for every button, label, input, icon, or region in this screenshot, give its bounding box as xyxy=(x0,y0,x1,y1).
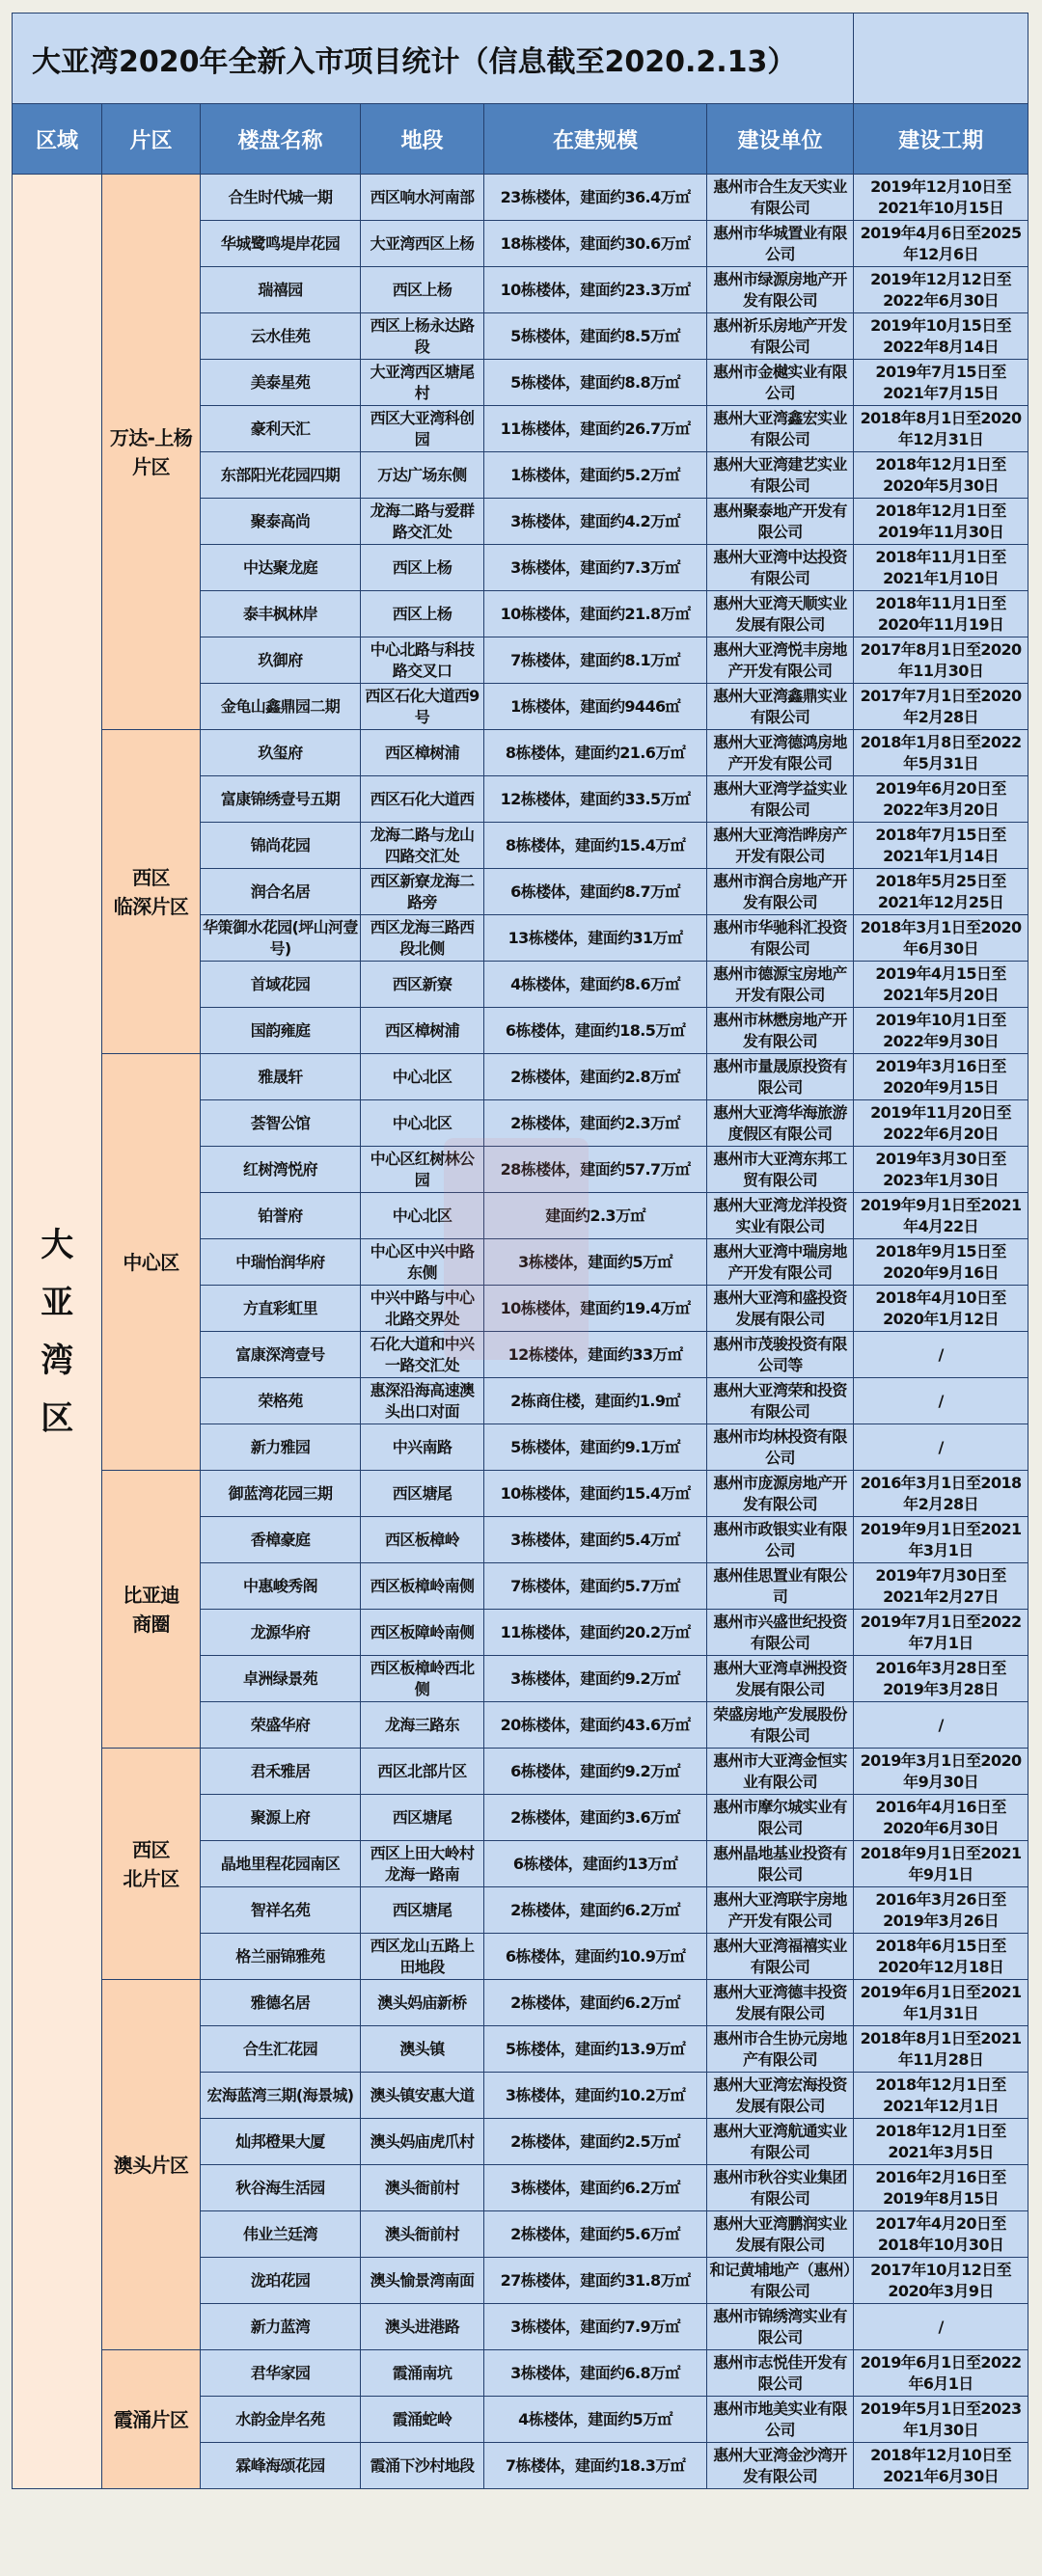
project-name-cell: 聚泰高尚 xyxy=(201,499,361,545)
developer-cell: 惠州大亚湾鹏润实业发展有限公司 xyxy=(707,2211,854,2258)
project-name-cell: 秋谷海生活园 xyxy=(201,2165,361,2211)
location-cell: 西区响水河南部 xyxy=(361,175,484,221)
developer-cell: 惠州大亚湾浩晔房产开发有限公司 xyxy=(707,823,854,869)
scale-cell: 13栋楼体，建面约31万㎡ xyxy=(484,915,707,962)
zone-cell: 西区 北片区 xyxy=(102,1749,201,1980)
location-cell: 中心区红树林公园 xyxy=(361,1147,484,1193)
developer-cell: 惠州大亚湾华海旅游度假区有限公司 xyxy=(707,1100,854,1147)
scale-cell: 10栋楼体，建面约15.4万㎡ xyxy=(484,1471,707,1517)
scale-cell: 3栋楼体，建面约7.3万㎡ xyxy=(484,545,707,591)
period-cell: 2019年11月20日至2022年6月20日 xyxy=(854,1100,1028,1147)
project-name-cell: 荣盛华府 xyxy=(201,1702,361,1749)
location-cell: 澳头衙前村 xyxy=(361,2165,484,2211)
table-title: 大亚湾2020年全新入市项目统计（信息截至2020.2.13） xyxy=(13,14,854,104)
project-name-cell: 合生时代城一期 xyxy=(201,175,361,221)
project-name-cell: 东部阳光花园四期 xyxy=(201,452,361,499)
scale-cell: 10栋楼体，建面约19.4万㎡ xyxy=(484,1286,707,1332)
header-location: 地段 xyxy=(361,104,484,175)
developer-cell: 惠州市合生友天实业有限公司 xyxy=(707,175,854,221)
developer-cell: 惠州大亚湾宏海投资发展有限公司 xyxy=(707,2073,854,2119)
project-name-cell: 国韵雍庭 xyxy=(201,1008,361,1054)
developer-cell: 和记黄埔地产（惠州）有限公司 xyxy=(707,2258,854,2304)
table-row xyxy=(13,175,1028,221)
project-name-cell: 中瑞怡润华府 xyxy=(201,1239,361,1286)
title-side-cell xyxy=(854,14,1028,104)
project-name-cell: 锦尚花园 xyxy=(201,823,361,869)
developer-cell: 惠州市润合房地产开发有限公司 xyxy=(707,869,854,915)
header-zone: 片区 xyxy=(102,104,201,175)
project-name-cell: 雅德名居 xyxy=(201,1980,361,2026)
period-cell: 2018年6月15日至2020年12月18日 xyxy=(854,1934,1028,1980)
developer-cell: 惠州大亚湾鑫鼎实业有限公司 xyxy=(707,684,854,730)
location-cell: 龙海二路与爱群路交汇处 xyxy=(361,499,484,545)
scale-cell: 18栋楼体，建面约30.6万㎡ xyxy=(484,221,707,267)
scale-cell: 5栋楼体，建面约8.8万㎡ xyxy=(484,360,707,406)
developer-cell: 惠州市华城置业有限公司 xyxy=(707,221,854,267)
scale-cell: 3栋楼体，建面约6.8万㎡ xyxy=(484,2350,707,2397)
period-cell: 2018年3月1日至2020年6月30日 xyxy=(854,915,1028,962)
table-row xyxy=(13,730,1028,776)
scale-cell: 3栋楼体，建面约4.2万㎡ xyxy=(484,499,707,545)
project-name-cell: 灿邦橙果大厦 xyxy=(201,2119,361,2165)
developer-cell: 惠州市茂骏投资有限公司等 xyxy=(707,1332,854,1378)
developer-cell: 惠州大亚湾福禧实业有限公司 xyxy=(707,1934,854,1980)
scale-cell: 8栋楼体，建面约15.4万㎡ xyxy=(484,823,707,869)
zone-cell: 霞涌片区 xyxy=(102,2350,201,2489)
scale-cell: 6栋楼体，建面约9.2万㎡ xyxy=(484,1749,707,1795)
location-cell: 霞涌南坑 xyxy=(361,2350,484,2397)
developer-cell: 惠州市摩尔城实业有限公司 xyxy=(707,1795,854,1841)
project-name-cell: 泰丰枫林岸 xyxy=(201,591,361,637)
developer-cell: 惠州市德源宝房地产开发有限公司 xyxy=(707,962,854,1008)
scale-cell: 23栋楼体，建面约36.4万㎡ xyxy=(484,175,707,221)
period-cell: 2019年3月16日至2020年9月15日 xyxy=(854,1054,1028,1100)
location-cell: 西区北部片区 xyxy=(361,1749,484,1795)
scale-cell: 6栋楼体，建面约10.9万㎡ xyxy=(484,1934,707,1980)
developer-cell: 惠州市志悦佳开发有限公司 xyxy=(707,2350,854,2397)
period-cell: 2018年8月1日至2020年12月31日 xyxy=(854,406,1028,452)
project-name-cell: 君华家园 xyxy=(201,2350,361,2397)
location-cell: 中心北区 xyxy=(361,1193,484,1239)
developer-cell: 惠州市大亚湾东邦工贸有限公司 xyxy=(707,1147,854,1193)
table-row xyxy=(13,1054,1028,1100)
header-period: 建设工期 xyxy=(854,104,1028,175)
project-name-cell: 霖峰海颂花园 xyxy=(201,2443,361,2489)
project-name-cell: 聚源上府 xyxy=(201,1795,361,1841)
developer-cell: 惠州大亚湾建艺实业有限公司 xyxy=(707,452,854,499)
project-name-cell: 晶地里程花园南区 xyxy=(201,1841,361,1887)
project-name-cell: 豪利天汇 xyxy=(201,406,361,452)
project-table xyxy=(12,13,1028,2489)
developer-cell: 惠州大亚湾联宇房地产开发有限公司 xyxy=(707,1887,854,1934)
location-cell: 西区上田大岭村龙海一路南 xyxy=(361,1841,484,1887)
location-cell: 大亚湾西区上杨 xyxy=(361,221,484,267)
scale-cell: 2栋商住楼，建面约1.9㎡ xyxy=(484,1378,707,1424)
scale-cell: 2栋楼体，建面约6.2万㎡ xyxy=(484,1980,707,2026)
project-name-cell: 香樟豪庭 xyxy=(201,1517,361,1563)
period-cell: / xyxy=(854,2304,1028,2350)
location-cell: 西区樟树浦 xyxy=(361,730,484,776)
developer-cell: 惠州大亚湾学益实业有限公司 xyxy=(707,776,854,823)
developer-cell: 惠州晶地基业投资有限公司 xyxy=(707,1841,854,1887)
scale-cell: 5栋楼体，建面约8.5万㎡ xyxy=(484,313,707,360)
location-cell: 中心北区 xyxy=(361,1054,484,1100)
scale-cell: 7栋楼体，建面约18.3万㎡ xyxy=(484,2443,707,2489)
location-cell: 中兴南路 xyxy=(361,1424,484,1471)
period-cell: 2016年4月16日至2020年6月30日 xyxy=(854,1795,1028,1841)
location-cell: 中兴中路与中心北路交界处 xyxy=(361,1286,484,1332)
location-cell: 澳头进港路 xyxy=(361,2304,484,2350)
developer-cell: 惠州市林懋房地产开发有限公司 xyxy=(707,1008,854,1054)
project-name-cell: 泷珀花园 xyxy=(201,2258,361,2304)
period-cell: 2019年12月12日至2022年6月30日 xyxy=(854,267,1028,313)
scale-cell: 6栋楼体，建面约13万㎡ xyxy=(484,1841,707,1887)
scale-cell: 3栋楼体，建面约10.2万㎡ xyxy=(484,2073,707,2119)
location-cell: 大亚湾西区塘尾村 xyxy=(361,360,484,406)
period-cell: 2019年6月1日至2022年6月1日 xyxy=(854,2350,1028,2397)
developer-cell: 惠州市地美实业有限公司 xyxy=(707,2397,854,2443)
location-cell: 西区板樟岭南侧 xyxy=(361,1563,484,1610)
scale-cell: 1栋楼体，建面约5.2万㎡ xyxy=(484,452,707,499)
location-cell: 西区新寮 xyxy=(361,962,484,1008)
developer-cell: 惠州大亚湾德丰投资发展有限公司 xyxy=(707,1980,854,2026)
project-name-cell: 龙源华府 xyxy=(201,1610,361,1656)
scale-cell: 8栋楼体，建面约21.6万㎡ xyxy=(484,730,707,776)
scale-cell: 2栋楼体，建面约5.6万㎡ xyxy=(484,2211,707,2258)
header-project-name: 楼盘名称 xyxy=(201,104,361,175)
table-row xyxy=(13,1471,1028,1517)
developer-cell: 惠州大亚湾和盛投资发展有限公司 xyxy=(707,1286,854,1332)
table-row xyxy=(13,1980,1028,2026)
period-cell: 2017年10月12日至2020年3月9日 xyxy=(854,2258,1028,2304)
project-name-cell: 富康锦绣壹号五期 xyxy=(201,776,361,823)
scale-cell: 2栋楼体，建面约6.2万㎡ xyxy=(484,1887,707,1934)
location-cell: 龙海三路东 xyxy=(361,1702,484,1749)
table-row xyxy=(13,1749,1028,1795)
period-cell: 2016年3月26日至2019年3月26日 xyxy=(854,1887,1028,1934)
zone-cell: 澳头片区 xyxy=(102,1980,201,2350)
scale-cell: 28栋楼体，建面约57.7万㎡ xyxy=(484,1147,707,1193)
developer-cell: 惠州佳思置业有限公司 xyxy=(707,1563,854,1610)
project-name-cell: 玖玺府 xyxy=(201,730,361,776)
location-cell: 惠深沿海高速澳头出口对面 xyxy=(361,1378,484,1424)
period-cell: 2019年3月1日至2020年9月30日 xyxy=(854,1749,1028,1795)
scale-cell: 2栋楼体，建面约3.6万㎡ xyxy=(484,1795,707,1841)
location-cell: 西区上杨 xyxy=(361,545,484,591)
location-cell: 澳头妈庙虎爪村 xyxy=(361,2119,484,2165)
developer-cell: 惠州大亚湾悦丰房地产开发有限公司 xyxy=(707,637,854,684)
developer-cell: 惠州市合生协元房地产有限公司 xyxy=(707,2026,854,2073)
scale-cell: 10栋楼体，建面约23.3万㎡ xyxy=(484,267,707,313)
project-name-cell: 方直彩虹里 xyxy=(201,1286,361,1332)
project-name-cell: 润合名居 xyxy=(201,869,361,915)
developer-cell: 惠州大亚湾龙洋投资实业有限公司 xyxy=(707,1193,854,1239)
period-cell: 2018年4月10日至2020年1月12日 xyxy=(854,1286,1028,1332)
project-name-cell: 格兰丽锦雅苑 xyxy=(201,1934,361,1980)
location-cell: 中心北路与科技路交叉口 xyxy=(361,637,484,684)
location-cell: 万达广场东侧 xyxy=(361,452,484,499)
period-cell: 2018年1月8日至2022年5月31日 xyxy=(854,730,1028,776)
location-cell: 澳头衙前村 xyxy=(361,2211,484,2258)
scale-cell: 6栋楼体，建面约8.7万㎡ xyxy=(484,869,707,915)
period-cell: 2018年8月1日至2021年11月28日 xyxy=(854,2026,1028,2073)
period-cell: 2019年9月1日至2021年4月22日 xyxy=(854,1193,1028,1239)
period-cell: / xyxy=(854,1424,1028,1471)
scale-cell: 3栋楼体，建面约9.2万㎡ xyxy=(484,1656,707,1702)
header-scale: 在建规模 xyxy=(484,104,707,175)
project-name-cell: 智祥名苑 xyxy=(201,1887,361,1934)
scale-cell: 11栋楼体，建面约20.2万㎡ xyxy=(484,1610,707,1656)
developer-cell: 惠州大亚湾天顺实业发展有限公司 xyxy=(707,591,854,637)
developer-cell: 荣盛房地产发展股份有限公司 xyxy=(707,1702,854,1749)
project-name-cell: 美泰星苑 xyxy=(201,360,361,406)
project-name-cell: 铂誉府 xyxy=(201,1193,361,1239)
scale-cell: 3栋楼体，建面约5万㎡ xyxy=(484,1239,707,1286)
location-cell: 龙海二路与龙山四路交汇处 xyxy=(361,823,484,869)
developer-cell: 惠州市绿源房地产开发有限公司 xyxy=(707,267,854,313)
scale-cell: 1栋楼体，建面约9446㎡ xyxy=(484,684,707,730)
scale-cell: 10栋楼体，建面约21.8万㎡ xyxy=(484,591,707,637)
scale-cell: 6栋楼体，建面约18.5万㎡ xyxy=(484,1008,707,1054)
scale-cell: 11栋楼体，建面约26.7万㎡ xyxy=(484,406,707,452)
developer-cell: 惠州大亚湾卓洲投资发展有限公司 xyxy=(707,1656,854,1702)
project-name-cell: 华策御水花园(坪山河壹号) xyxy=(201,915,361,962)
location-cell: 澳头妈庙新桥 xyxy=(361,1980,484,2026)
location-cell: 澳头镇 xyxy=(361,2026,484,2073)
location-cell: 西区石化大道西 xyxy=(361,776,484,823)
location-cell: 石化大道和中兴一路交汇处 xyxy=(361,1332,484,1378)
scale-cell: 3栋楼体，建面约5.4万㎡ xyxy=(484,1517,707,1563)
project-name-cell: 君禾雅居 xyxy=(201,1749,361,1795)
location-cell: 中心北区 xyxy=(361,1100,484,1147)
project-name-cell: 御蓝湾花园三期 xyxy=(201,1471,361,1517)
zone-cell: 比亚迪 商圈 xyxy=(102,1471,201,1749)
scale-cell: 7栋楼体，建面约8.1万㎡ xyxy=(484,637,707,684)
scale-cell: 12栋楼体，建面约33.5万㎡ xyxy=(484,776,707,823)
period-cell: 2018年12月1日至2020年5月30日 xyxy=(854,452,1028,499)
period-cell: 2019年6月20日至2022年3月20日 xyxy=(854,776,1028,823)
project-name-cell: 新力蓝湾 xyxy=(201,2304,361,2350)
scale-cell: 5栋楼体，建面约13.9万㎡ xyxy=(484,2026,707,2073)
period-cell: 2016年3月1日至2018年2月28日 xyxy=(854,1471,1028,1517)
scale-cell: 27栋楼体，建面约31.8万㎡ xyxy=(484,2258,707,2304)
period-cell: 2019年12月10日至2021年10月15日 xyxy=(854,175,1028,221)
project-name-cell: 金龟山鑫鼎园二期 xyxy=(201,684,361,730)
developer-cell: 惠州市兴盛世纪投资有限公司 xyxy=(707,1610,854,1656)
developer-cell: 惠州市政银实业有限公司 xyxy=(707,1517,854,1563)
period-cell: 2018年12月1日至2019年11月30日 xyxy=(854,499,1028,545)
period-cell: / xyxy=(854,1702,1028,1749)
zone-cell: 中心区 xyxy=(102,1054,201,1471)
location-cell: 西区上杨永达路段 xyxy=(361,313,484,360)
scale-cell: 20栋楼体，建面约43.6万㎡ xyxy=(484,1702,707,1749)
project-name-cell: 富康深湾壹号 xyxy=(201,1332,361,1378)
region-cell: 大 亚 湾 区 xyxy=(13,175,102,2489)
zone-cell: 万达-上杨 片区 xyxy=(102,175,201,730)
project-name-cell: 玖御府 xyxy=(201,637,361,684)
project-name-cell: 雅晟轩 xyxy=(201,1054,361,1100)
period-cell: / xyxy=(854,1332,1028,1378)
scale-cell: 4栋楼体，建面约5万㎡ xyxy=(484,2397,707,2443)
period-cell: 2019年9月1日至2021年3月1日 xyxy=(854,1517,1028,1563)
developer-cell: 惠州市庞源房地产开发有限公司 xyxy=(707,1471,854,1517)
period-cell: / xyxy=(854,1378,1028,1424)
header-developer: 建设单位 xyxy=(707,104,854,175)
zone-cell: 西区 临深片区 xyxy=(102,730,201,1054)
developer-cell: 惠州大亚湾航通实业有限公司 xyxy=(707,2119,854,2165)
scale-cell: 7栋楼体，建面约5.7万㎡ xyxy=(484,1563,707,1610)
period-cell: 2018年9月1日至2021年9月1日 xyxy=(854,1841,1028,1887)
developer-cell: 惠州市量晟原投资有限公司 xyxy=(707,1054,854,1100)
location-cell: 西区塘尾 xyxy=(361,1471,484,1517)
location-cell: 西区板樟岭西北侧 xyxy=(361,1656,484,1702)
period-cell: 2017年4月20日至2018年10月30日 xyxy=(854,2211,1028,2258)
period-cell: 2018年5月25日至2021年12月25日 xyxy=(854,869,1028,915)
location-cell: 西区塘尾 xyxy=(361,1887,484,1934)
period-cell: 2018年12月1日至2021年12月1日 xyxy=(854,2073,1028,2119)
period-cell: 2017年7月1日至2020年2月28日 xyxy=(854,684,1028,730)
period-cell: 2016年2月16日至2019年8月15日 xyxy=(854,2165,1028,2211)
location-cell: 西区龙山五路上田地段 xyxy=(361,1934,484,1980)
project-name-cell: 伟业兰廷湾 xyxy=(201,2211,361,2258)
period-cell: 2019年3月30日至2023年1月30日 xyxy=(854,1147,1028,1193)
project-name-cell: 红树湾悦府 xyxy=(201,1147,361,1193)
project-name-cell: 瑞禧园 xyxy=(201,267,361,313)
location-cell: 西区上杨 xyxy=(361,267,484,313)
period-cell: 2018年12月1日至2021年3月5日 xyxy=(854,2119,1028,2165)
location-cell: 西区板樟岭 xyxy=(361,1517,484,1563)
developer-cell: 惠州大亚湾中达投资有限公司 xyxy=(707,545,854,591)
developer-cell: 惠州市大亚湾金恒实业有限公司 xyxy=(707,1749,854,1795)
developer-cell: 惠州市华驰科汇投资有限公司 xyxy=(707,915,854,962)
location-cell: 霞涌蛇岭 xyxy=(361,2397,484,2443)
project-name-cell: 卓洲绿景苑 xyxy=(201,1656,361,1702)
location-cell: 霞涌下沙村地段 xyxy=(361,2443,484,2489)
project-name-cell: 荟智公馆 xyxy=(201,1100,361,1147)
location-cell: 西区上杨 xyxy=(361,591,484,637)
project-name-cell: 荣格苑 xyxy=(201,1378,361,1424)
scale-cell: 2栋楼体，建面约2.8万㎡ xyxy=(484,1054,707,1100)
scale-cell: 5栋楼体，建面约9.1万㎡ xyxy=(484,1424,707,1471)
period-cell: 2017年8月1日至2020年11月30日 xyxy=(854,637,1028,684)
project-name-cell: 合生汇花园 xyxy=(201,2026,361,2073)
project-name-cell: 宏海蓝湾三期(海景城) xyxy=(201,2073,361,2119)
title-row xyxy=(13,14,1028,104)
period-cell: 2019年5月1日至2023年1月30日 xyxy=(854,2397,1028,2443)
developer-cell: 惠州市均林投资有限公司 xyxy=(707,1424,854,1471)
scale-cell: 建面约2.3万㎡ xyxy=(484,1193,707,1239)
developer-cell: 惠州大亚湾鑫宏实业有限公司 xyxy=(707,406,854,452)
period-cell: 2019年7月15日至2021年7月15日 xyxy=(854,360,1028,406)
location-cell: 西区板障岭南侧 xyxy=(361,1610,484,1656)
developer-cell: 惠州市锦绣湾实业有限公司 xyxy=(707,2304,854,2350)
period-cell: 2019年4月15日至2021年5月20日 xyxy=(854,962,1028,1008)
period-cell: 2019年10月15日至2022年8月14日 xyxy=(854,313,1028,360)
developer-cell: 惠州祈乐房地产开发有限公司 xyxy=(707,313,854,360)
project-name-cell: 首域花园 xyxy=(201,962,361,1008)
location-cell: 澳头镇安惠大道 xyxy=(361,2073,484,2119)
project-name-cell: 华城鹭鸣堤岸花园 xyxy=(201,221,361,267)
scale-cell: 3栋楼体，建面约6.2万㎡ xyxy=(484,2165,707,2211)
developer-cell: 惠州市金樾实业有限公司 xyxy=(707,360,854,406)
developer-cell: 惠州大亚湾中瑞房地产开发有限公司 xyxy=(707,1239,854,1286)
table-row xyxy=(13,2350,1028,2397)
developer-cell: 惠州大亚湾德鸿房地产开发有限公司 xyxy=(707,730,854,776)
location-cell: 西区龙海三路西段北侧 xyxy=(361,915,484,962)
period-cell: 2019年6月1日至2021年1月31日 xyxy=(854,1980,1028,2026)
location-cell: 中心区中兴中路东侧 xyxy=(361,1239,484,1286)
location-cell: 西区石化大道西9号 xyxy=(361,684,484,730)
project-name-cell: 云水佳苑 xyxy=(201,313,361,360)
period-cell: 2018年12月10日至2021年6月30日 xyxy=(854,2443,1028,2489)
location-cell: 西区大亚湾科创园 xyxy=(361,406,484,452)
header-region: 区域 xyxy=(13,104,102,175)
scale-cell: 12栋楼体，建面约33万㎡ xyxy=(484,1332,707,1378)
location-cell: 澳头愉景湾南面 xyxy=(361,2258,484,2304)
scale-cell: 2栋楼体，建面约2.3万㎡ xyxy=(484,1100,707,1147)
developer-cell: 惠州大亚湾荣和投资有限公司 xyxy=(707,1378,854,1424)
project-name-cell: 新力雅园 xyxy=(201,1424,361,1471)
scale-cell: 2栋楼体，建面约2.5万㎡ xyxy=(484,2119,707,2165)
scale-cell: 3栋楼体，建面约7.9万㎡ xyxy=(484,2304,707,2350)
developer-cell: 惠州市秋谷实业集团有限公司 xyxy=(707,2165,854,2211)
period-cell: 2018年11月1日至2021年1月10日 xyxy=(854,545,1028,591)
developer-cell: 惠州大亚湾金沙湾开发有限公司 xyxy=(707,2443,854,2489)
project-name-cell: 水韵金岸名苑 xyxy=(201,2397,361,2443)
developer-cell: 惠州聚泰地产开发有限公司 xyxy=(707,499,854,545)
scale-cell: 4栋楼体，建面约8.6万㎡ xyxy=(484,962,707,1008)
period-cell: 2018年7月15日至2021年1月14日 xyxy=(854,823,1028,869)
project-name-cell: 中达聚龙庭 xyxy=(201,545,361,591)
period-cell: 2018年11月1日至2020年11月19日 xyxy=(854,591,1028,637)
location-cell: 西区樟树浦 xyxy=(361,1008,484,1054)
period-cell: 2019年4月6日至2025年12月6日 xyxy=(854,221,1028,267)
period-cell: 2019年7月30日至2021年2月27日 xyxy=(854,1563,1028,1610)
period-cell: 2019年10月1日至2022年9月30日 xyxy=(854,1008,1028,1054)
location-cell: 西区新寮龙海二路旁 xyxy=(361,869,484,915)
location-cell: 西区塘尾 xyxy=(361,1795,484,1841)
period-cell: 2016年3月28日至2019年3月28日 xyxy=(854,1656,1028,1702)
header-row xyxy=(13,104,1028,175)
project-name-cell: 中惠峻秀阁 xyxy=(201,1563,361,1610)
period-cell: 2018年9月15日至2020年9月16日 xyxy=(854,1239,1028,1286)
period-cell: 2019年7月1日至2022年7月1日 xyxy=(854,1610,1028,1656)
